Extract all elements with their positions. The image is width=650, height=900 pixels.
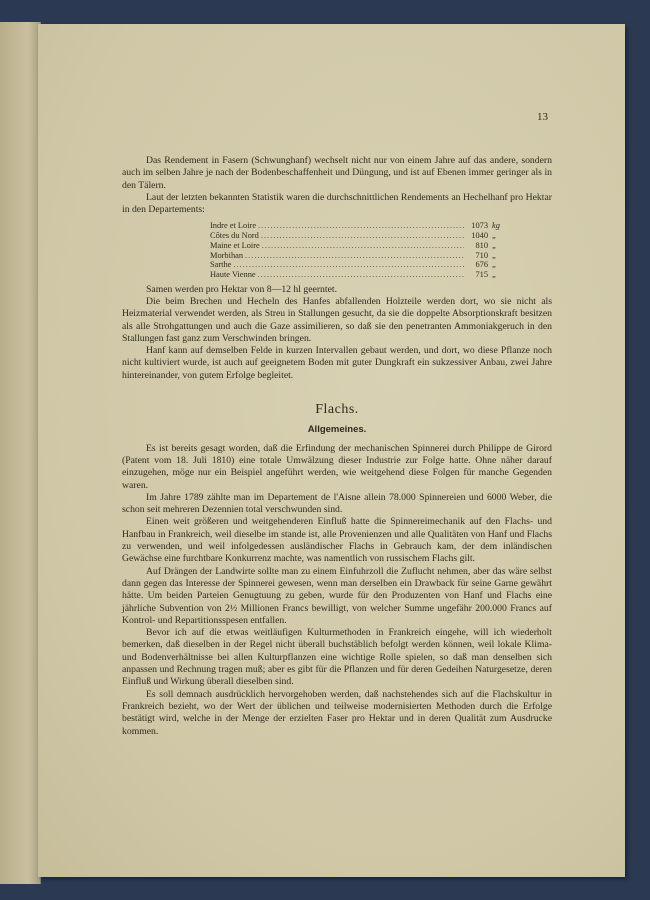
department-name: Indre et Loire — [210, 221, 257, 231]
document-page — [38, 24, 625, 877]
yield-unit: „ — [492, 240, 497, 250]
department-name: Morbihan — [210, 250, 244, 260]
department-name: Sarthe — [210, 260, 232, 270]
paragraph-aisne-1789: Im Jahre 1789 zählte man im Departement de l'Aisne allein 78.000 Spinnereien und 6000 Weber, die schon seit mehreren Dezennien total verschwunden sind. — [122, 491, 552, 516]
yield-table — [210, 221, 512, 279]
yield-unit: kg — [492, 221, 500, 231]
dot-leader — [261, 231, 464, 241]
yield-value: 1073 — [471, 221, 488, 231]
department-name: Côtes du Nord — [210, 231, 259, 241]
table-row — [210, 260, 512, 270]
paragraph-flax-culture: Es soll demnach ausdrücklich hervorgehoben werden, daß nachstehendes sich auf die Flachskultur in Frankreich bezieht, wo der Wert der üblichen und teilweise modernisierten Methoden durch die Erfolge bestätigt wird, welche in der Menge der erzielten Faser pro Hektar und in deren Qualität zum Ausdrucke kommen. — [122, 688, 552, 737]
yield-unit: „ — [492, 260, 497, 270]
yield-unit: „ — [492, 270, 497, 279]
paragraph-seed-yield: Samen werden pro Hektar von 8—12 hl geerntet. — [146, 283, 338, 295]
page-number: 13 — [537, 111, 548, 123]
facing-page-edge — [0, 22, 41, 884]
table-row — [210, 241, 512, 251]
table-row — [210, 270, 512, 280]
yield-unit: „ — [492, 250, 497, 260]
paragraph-yield-variation: Das Rendement in Fasern (Schwunghanf) wechselt nicht nur von einem Jahre auf das andere, sondern auch im selben Jahre je nach der Bodenbeschaffenheit und Düngung, und ist auf Ebenen immer geringer als in den Tälern. — [122, 155, 552, 191]
dot-leader — [262, 241, 464, 251]
yield-value: 715 — [475, 270, 488, 279]
subsection-title: Allgemeines. — [307, 424, 367, 436]
table-row — [210, 231, 512, 241]
dot-leader — [258, 221, 464, 231]
paragraph-hemp-rotation: Hanf kann auf demselben Felde in kurzen Intervallen gebaut werden, und dort, wo diese Pflanze noch nicht kultiviert wurde, ist auch auf geeignetem Boden mit guter Dungkraft ein sukzessiver Anbau, zwei Jahre hintereinander, von gutem Erfolge begleitet. — [122, 345, 552, 381]
yield-value: 1040 — [471, 231, 488, 241]
table-row — [210, 251, 512, 261]
yield-unit: „ — [492, 231, 497, 241]
paragraph-statistics-intro: Laut der letzten bekannten Statistik waren die durchschnittlichen Rendements an Hechelhanf pro Hektar in den Departements: — [122, 191, 552, 216]
page-content — [122, 155, 552, 738]
department-name: Haute Vienne — [210, 270, 256, 279]
paragraph-spinning-invention: Es ist bereits gesagt worden, daß die Erfindung der mechanischen Spinnerei durch Philippe de Girord (Patent vom 18. Juli 1810) eine totale Umwälzung dieser Industrie zur Folge hatte. Ohne näher darauf einzugehen, möge nur ein Beispiel angeführt werden, wie weitgehend diese Folgen für manche Gegenden waren. — [122, 442, 552, 491]
dot-leader — [233, 260, 464, 270]
yield-value: 710 — [475, 250, 488, 260]
paragraph-woody-waste: Die beim Brechen und Hecheln des Hanfes abfallenden Holzteile werden dort, wo sie nicht als Heizmaterial verwendet werden, als Streu in Stallungen gesucht, da sie die doppelte Absorptionskraft besitzen als alle Strohgattungen und auch die Gaze assimilieren, so daß sie den penetranten Ammoniakgeruch in den Stallungen fast ganz zum Verschwinden bringen. — [122, 296, 552, 344]
yield-value: 810 — [475, 240, 488, 250]
department-name: Maine et Loire — [210, 240, 260, 250]
section-title: Flachs. — [315, 402, 359, 418]
dot-leader — [258, 270, 464, 280]
paragraph-cultivation-methods: Bevor ich auf die etwas weitläufigen Kulturmethoden in Frankreich eingehe, will ich wiederholt bemerken, daß dieselben in der Regel nicht überall buchstäblich befolgt werden können, weil lokale Klima- und Bodenverhältnisse bei allen Kulturpflanzen eine wichtige Rolle spielen, so daß man denselben sich anpassen und Rechnung tragen muß; aber es gibt für die Pflanzen und für deren Gedeihen Naturgesetze, deren Einfluß und Wirkung überall dieselben sind. — [122, 627, 552, 688]
dot-leader — [245, 251, 464, 261]
paragraph-import-duty: Auf Drängen der Landwirte sollte man zu einem Einfuhrzoll die Zuflucht nehmen, aber das wäre selbst dann gegen das Interesse der Spinnerei gewesen, wenn man derselben ein Drawback für seine Garne gewährt hätte. Um beiden Parteien Genugtuung zu geben, wurde für den Produzenten von Hanf und Flachs eine jährliche Subvention von 2½ Millionen Francs bewilligt, von welcher Summe ungefähr 200.000 Francs auf Kontrol- und Repartitionsspesen entfallen. — [122, 565, 552, 626]
paragraph-foreign-flax: Einen weit größeren und weitgehenderen Einfluß hatte die Spinnereimechanik auf den Flachs- und Hanfbau in Frankreich, weil dieselbe im stande ist, alle Provenienzen und alle Qualitäten von Hanf und Flachs zu verwenden, und weil infolgedessen ausländischer Flachs in Gebrauch kam, der dem inländischen Gewächse eine furchtbare Konkurrenz machte, was namentlich von russischem Flachs gilt. — [122, 516, 552, 565]
yield-value: 676 — [475, 260, 488, 270]
table-row — [210, 221, 512, 231]
